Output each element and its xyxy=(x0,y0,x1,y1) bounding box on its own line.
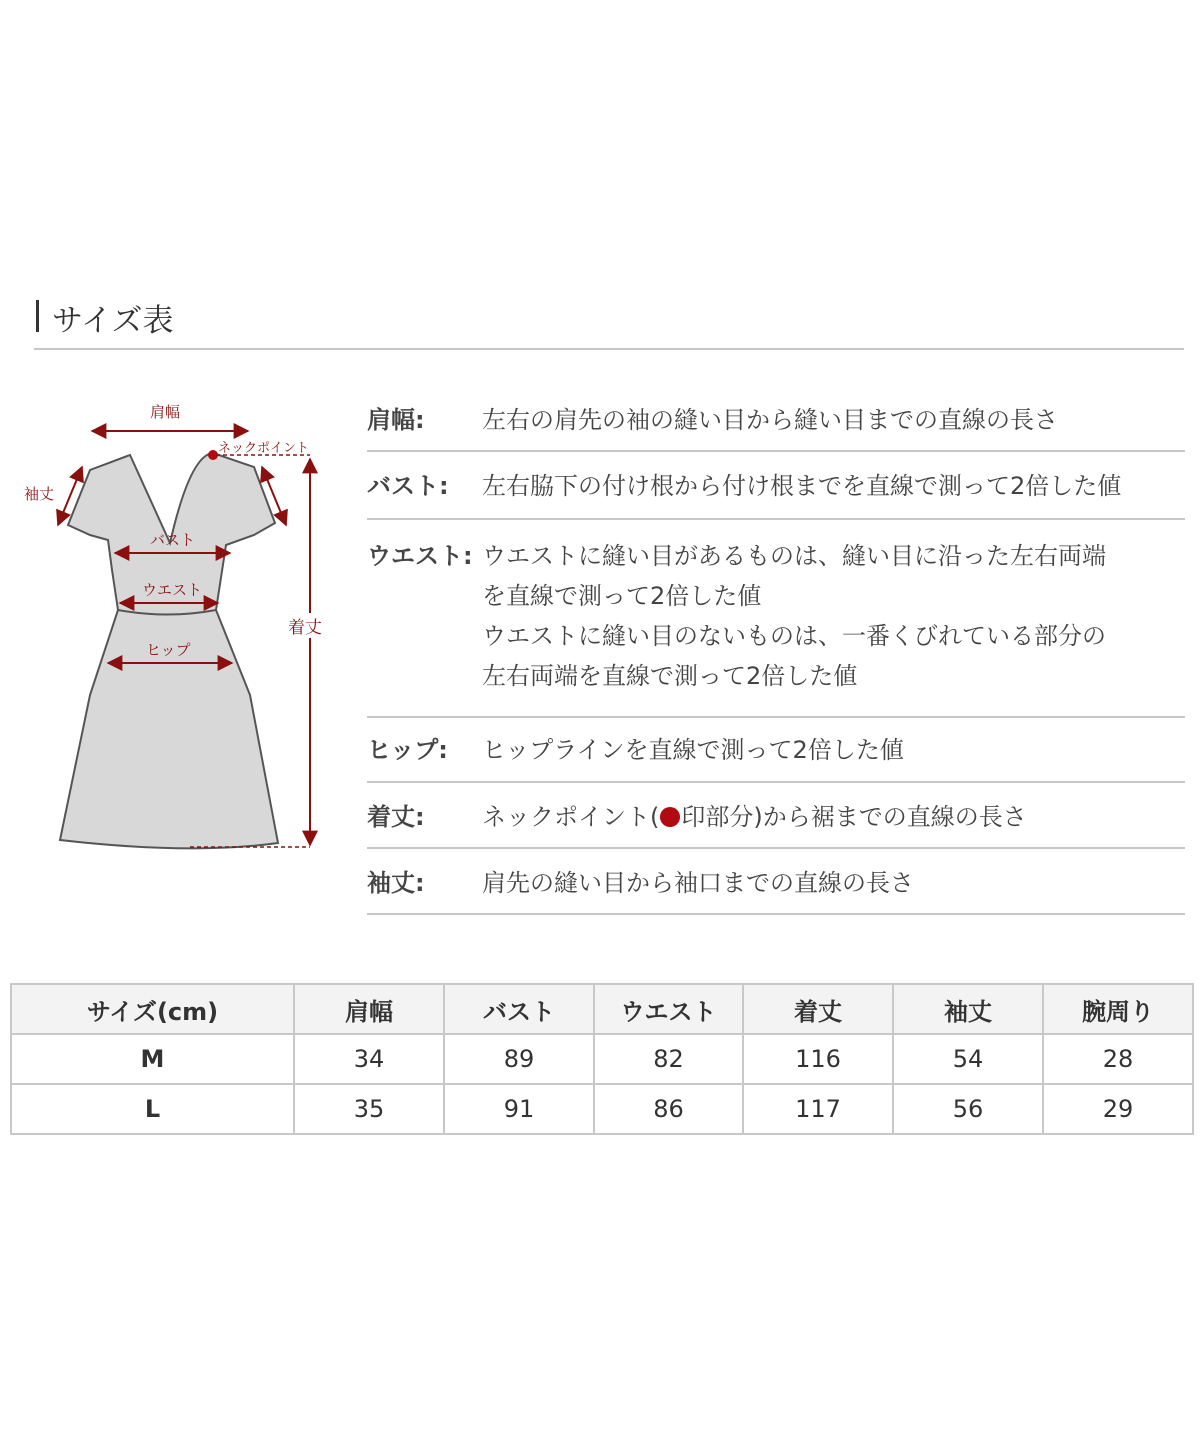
definition-row xyxy=(367,783,1185,849)
measurement-definitions xyxy=(367,392,1185,915)
definition-line-part: 印部分)から裾までの直線の長さ xyxy=(681,803,1027,831)
definition-row xyxy=(367,718,1185,783)
definition-line-part: ネックポイント( xyxy=(482,803,660,831)
table-cell: 89 xyxy=(444,1034,594,1084)
definition-line: ウエストに縫い目のないものは、一番くびれている部分の xyxy=(482,622,1106,650)
definition-text xyxy=(482,797,1185,837)
dress-diagram xyxy=(20,395,340,865)
size-table-header: 肩幅 xyxy=(294,984,444,1034)
definition-row xyxy=(367,520,1185,718)
label-hip: ヒップ xyxy=(146,641,191,659)
size-table-header: 着丈 xyxy=(743,984,893,1034)
size-label: M xyxy=(11,1034,294,1084)
table-cell: 91 xyxy=(444,1084,594,1134)
definition-line: 肩先の縫い目から袖口までの直線の長さ xyxy=(482,869,914,897)
definition-term: 肩幅: xyxy=(367,406,425,434)
table-cell: 56 xyxy=(893,1084,1043,1134)
table-cell: 116 xyxy=(743,1034,893,1084)
definition-line: 左右脇下の付け根から付け根までを直線で測って2倍した値 xyxy=(482,472,1122,500)
size-table-header: ウエスト xyxy=(594,984,743,1034)
table-cell: 28 xyxy=(1043,1034,1193,1084)
size-table-header: 袖丈 xyxy=(893,984,1043,1034)
definition-term: 着丈: xyxy=(367,803,425,831)
definition-text xyxy=(482,466,1185,506)
page-title: サイズ表 xyxy=(52,303,174,339)
size-table xyxy=(10,983,1194,1135)
size-table-header-row xyxy=(11,984,1193,1034)
size-label: L xyxy=(11,1084,294,1134)
definition-text xyxy=(482,536,1185,696)
label-shoulder: 肩幅 xyxy=(150,403,181,421)
table-cell: 34 xyxy=(294,1034,444,1084)
definition-row xyxy=(367,392,1185,452)
label-waist: ウエスト xyxy=(142,581,203,599)
definition-line xyxy=(482,797,1185,837)
heading-bar xyxy=(36,300,39,332)
definition-row xyxy=(367,849,1185,915)
definition-term: ウエスト: xyxy=(367,542,473,570)
definition-line: ヒップラインを直線で測って2倍した値 xyxy=(482,736,904,764)
table-cell: 54 xyxy=(893,1034,1043,1084)
definition-text xyxy=(482,730,1185,770)
definition-line: を直線で測って2倍した値 xyxy=(482,582,762,610)
size-table-header: 腕周り xyxy=(1043,984,1193,1034)
definition-term: 袖丈: xyxy=(367,869,425,897)
section-heading xyxy=(34,292,1184,350)
definition-text xyxy=(482,863,1185,903)
definition-line: 左右の肩先の袖の縫い目から縫い目までの直線の長さ xyxy=(482,406,1058,434)
definition-text xyxy=(482,400,1185,440)
label-neck-point: ネックポイント xyxy=(218,441,310,456)
definition-term: ヒップ: xyxy=(367,736,448,764)
table-cell: 117 xyxy=(743,1084,893,1134)
label-sleeve: 袖丈 xyxy=(24,485,55,503)
table-row xyxy=(11,1034,1193,1084)
size-table-header: バスト xyxy=(444,984,594,1034)
table-cell: 82 xyxy=(594,1034,743,1084)
definition-line: 左右両端を直線で測って2倍した値 xyxy=(482,662,858,690)
table-row xyxy=(11,1084,1193,1134)
label-bust: バスト xyxy=(150,531,196,549)
definition-row xyxy=(367,452,1185,520)
definition-term: バスト: xyxy=(367,472,449,500)
table-cell: 35 xyxy=(294,1084,444,1134)
table-cell: 29 xyxy=(1043,1084,1193,1134)
neck-point-dot-icon xyxy=(660,807,680,827)
definition-line: ウエストに縫い目があるものは、縫い目に沿った左右両端 xyxy=(482,542,1106,570)
label-length: 着丈 xyxy=(288,613,322,638)
size-table-header: サイズ(cm) xyxy=(11,984,294,1034)
table-cell: 86 xyxy=(594,1084,743,1134)
